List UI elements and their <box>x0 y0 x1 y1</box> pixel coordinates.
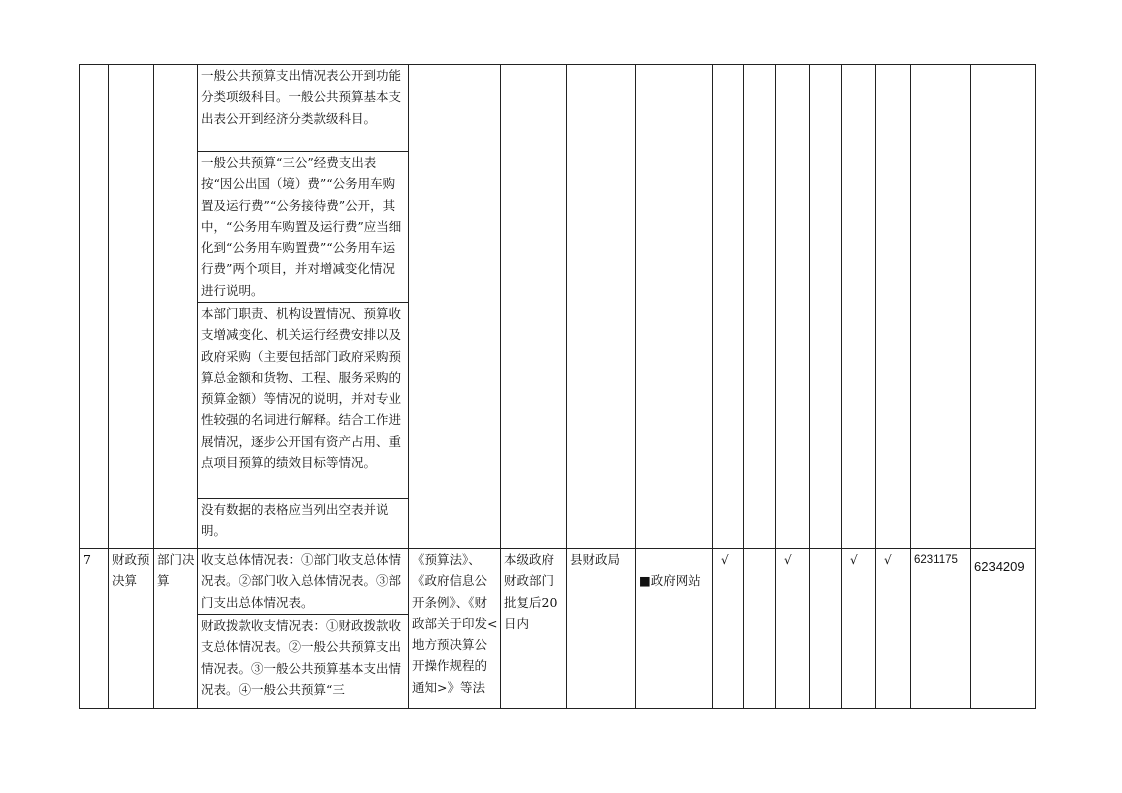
phone-cell <box>971 549 1036 709</box>
check-mark: √ <box>884 553 892 567</box>
content-item: 一般公共预算支出情况表公开到功能分类项级科目。一般公共预算基本支出表公开到经济分类款级科目。 <box>201 68 402 126</box>
check-cell <box>876 549 911 709</box>
check-mark: √ <box>850 553 858 567</box>
index-cell <box>80 549 109 709</box>
row-channel: ■政府网站 <box>639 573 701 588</box>
content-item: 本部门职责、机构设置情况、预算收支增减变化、机关运行经费安排以及政府采购（主要包括部门政府采购预算总金额和货物、工程、服务采购的预算金额）等情况的说明，并对专业性较强的名词进行解释。结合工作进展情况，逐步公开国有资产占用、重点项目预算的绩效目标等情况。 <box>198 302 408 498</box>
check-cell <box>842 549 876 709</box>
category-cell <box>109 549 154 709</box>
time-limit-cell <box>501 65 567 549</box>
basis-cell <box>409 65 501 549</box>
check-cell <box>776 65 810 549</box>
channel-cell <box>636 65 713 549</box>
table-row-7 <box>80 549 1036 709</box>
category-cell <box>109 65 154 549</box>
check-mark <box>744 549 775 553</box>
content-cell <box>198 65 409 549</box>
disclosure-table <box>79 64 1036 709</box>
row-basis: 《预算法》、《政府信息公开条例》、《财政部关于印发<地方预决算公开操作规程的通知>》等法 <box>412 552 498 695</box>
phone-cell <box>911 549 971 709</box>
row-department: 县财政局 <box>570 552 621 567</box>
check-cell <box>842 65 876 549</box>
content-item: 一般公共预算“三公”经费支出表按“因公出国（境）费”“公务用车购置及运行费”“公务接待费”公开，其中，“公务用车购置及运行费”应当细化到“公务用车购置费”“公务用车运行费”两个项目，并对增减变化情况进行说明。 <box>198 151 408 302</box>
index-cell <box>80 65 109 549</box>
subcategory-cell <box>154 65 198 549</box>
row-time-limit: 本级政府财政部门批复后20日内 <box>504 552 558 631</box>
check-cell <box>876 65 911 549</box>
check-mark: √ <box>721 553 729 567</box>
department-cell <box>567 65 636 549</box>
content-item: 财政拨款收支情况表：①财政拨款收支总体情况表。②一般公共预算支出情况表。③一般公共预算基本支出情况表。④一般公共预算“三 <box>198 614 408 700</box>
content-item: 收支总体情况表：①部门收支总体情况表。②部门收入总体情况表。③部门支出总体情况表。 <box>201 552 402 610</box>
check-cell <box>776 549 810 709</box>
channel-cell <box>636 549 713 709</box>
check-cell <box>744 549 776 709</box>
content-item: 没有数据的表格应当列出空表并说明。 <box>198 498 408 542</box>
department-cell <box>567 549 636 709</box>
row-subcategory: 部门决算 <box>157 552 195 589</box>
check-cell <box>744 65 776 549</box>
time-limit-cell <box>501 549 567 709</box>
table-row-continued <box>80 65 1036 549</box>
check-mark <box>810 549 841 553</box>
check-mark: √ <box>784 553 792 567</box>
check-cell <box>810 549 842 709</box>
check-cell <box>713 549 744 709</box>
content-cell <box>198 549 409 709</box>
basis-cell <box>409 549 501 709</box>
row-category: 财政预决算 <box>112 552 150 589</box>
check-cell <box>713 65 744 549</box>
phone-cell <box>911 65 971 549</box>
row-index: 7 <box>83 552 91 567</box>
phone-number-1: 6231175 <box>914 554 958 566</box>
phone-number-2: 6234209 <box>974 559 1025 574</box>
subcategory-cell <box>154 549 198 709</box>
phone-cell <box>971 65 1036 549</box>
check-cell <box>810 65 842 549</box>
